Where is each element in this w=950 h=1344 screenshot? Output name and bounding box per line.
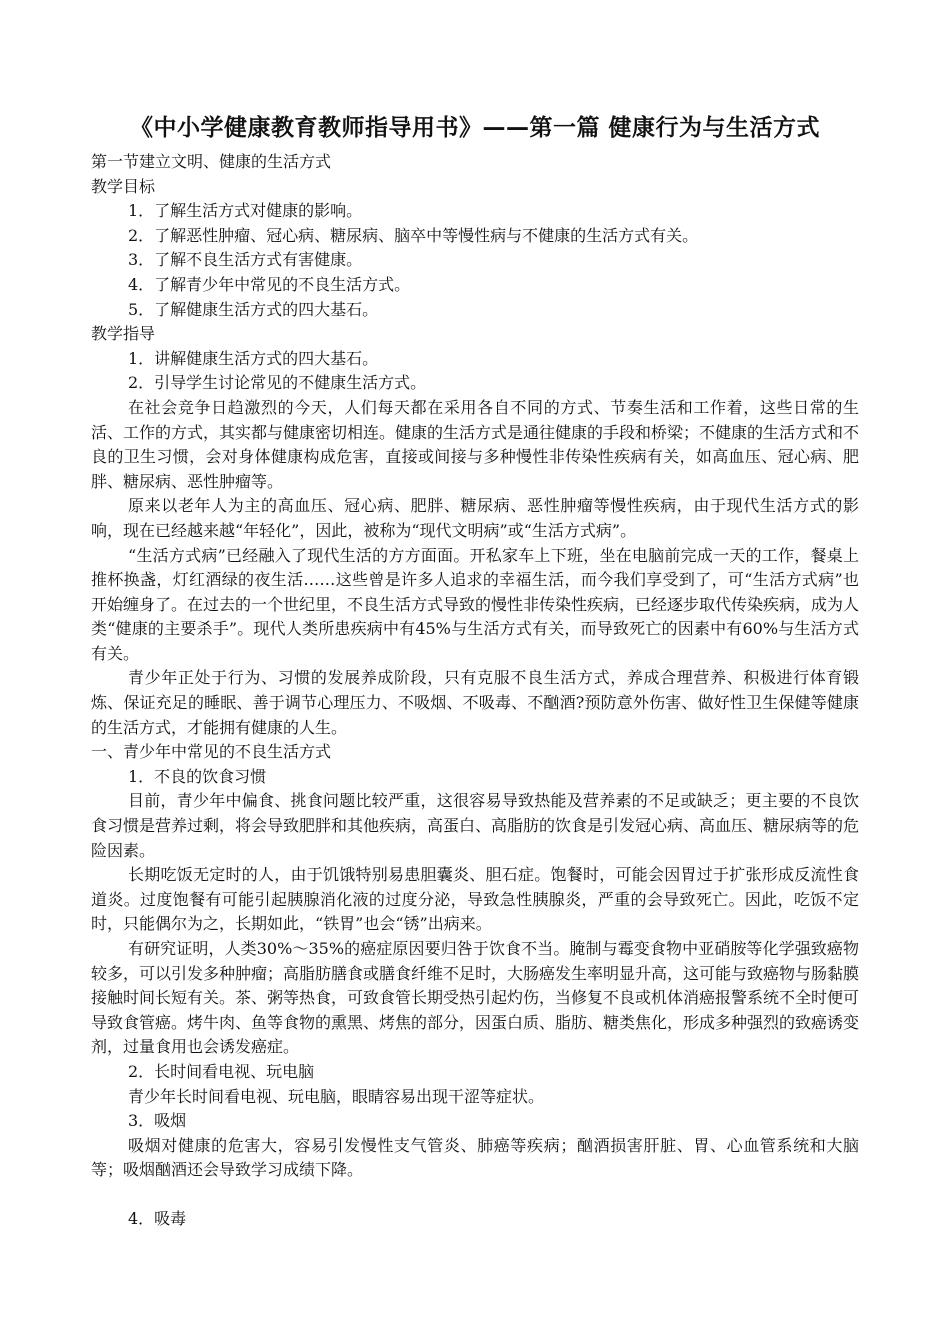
sub1-paragraph: 长期吃饭无定时的人，由于饥饿特别易患胆囊炎、胆石症。饱餐时，可能会因胃过于扩张形成反流性食道炎。过度饱餐有可能引起胰腺消化液的过度分泌，导致急性胰腺炎，严重的会导致死亡。因此，吃饭不定时，只能偶尔为之，长期如此，“铁胃”也会“锈”出病来。 (91, 865, 859, 934)
document-body (91, 150, 859, 1232)
sub1-paragraph: 目前，青少年中偏食、挑食问题比较严重，这很容易导致热能及营养素的不足或缺乏；更主要的不良饮食习惯是营养过剩，将会导致肥胖和其他疾病，高蛋白、高脂肪的饮食是引发冠心病、高血压、糖尿病等的危险因素。 (91, 791, 860, 860)
sub2-heading: 2．长时间看电视、玩电脑 (128, 1061, 315, 1081)
sub3-heading: 3．吸烟 (128, 1111, 187, 1131)
section-heading: 第一节建立文明、健康的生活方式 (91, 152, 332, 171)
objective-item: 2．了解恶性肿瘤、冠心病、糖尿病、脑卒中等慢性病与不健康的生活方式有关。 (128, 225, 699, 245)
guidance-heading: 教学指导 (91, 324, 156, 344)
intro-paragraph: 原来以老年人为主的高血压、冠心病、肥胖、糖尿病、恶性肿瘤等慢性疾病，由于现代生活方式的影响，现在已经越来越“年轻化”，因此，被称为“现代文明病”或“生活方式病”。 (91, 496, 859, 540)
objective-item: 5．了解健康生活方式的四大基石。 (128, 299, 379, 319)
sub3-paragraph: 吸烟对健康的危害大，容易引发慢性支气管炎、肺癌等疾病；酗酒损害肝脏、胃、心血管系统和大脑等；吸烟酗酒还会导致学习成绩下降。 (91, 1135, 859, 1180)
sub4-heading: 4．吸毒 (128, 1208, 187, 1228)
document-title: 《中小学健康教育教师指导用书》——第一篇 健康行为与生活方式 (129, 115, 820, 141)
guidance-item: 1．讲解健康生活方式的四大基石。 (128, 348, 379, 368)
guidance-item: 2．引导学生讨论常见的不健康生活方式。 (128, 373, 427, 393)
intro-paragraph: 在社会竞争日趋激烈的今天，人们每天都在采用各自不同的方式、节奏生活和工作着，这些日常的生活、工作的方式，其实都与健康密切相连。健康的生活方式是通往健康的手段和桥梁；不健康的生活方式和不良的卫生习惯，会对身体健康构成危害，直接或间接与多种慢性非传染性疾病有关，如高血压、冠心病、肥胖、糖尿病、恶性肿瘤等。 (91, 397, 860, 491)
objective-item: 3．了解不良生活方式有害健康。 (128, 250, 363, 270)
intro-paragraph: “生活方式病”已经融入了现代生活的方方面面。开私家车上下班，坐在电脑前完成一天的工作，餐桌上推杯换盏，灯红酒绿的夜生活……这些曾是许多人追求的幸福生活，而今我们享受到了，可“生活方式病”也开始缠身了。在过去的一个世纪里，不良生活方式导致的慢性非传染性疾病，已经逐步取代传染疾病，成为人类“健康的主要杀手”。现代人类所患疾病中有45%与生活方式有关，而导致死亡的因素中有60%与生活方式有关。 (91, 545, 860, 663)
objective-item: 1．了解生活方式对健康的影响。 (128, 201, 363, 221)
sub1-heading: 1．不良的饮食习惯 (128, 766, 267, 786)
sub2-paragraph: 青少年长时间看电视、玩电脑，眼睛容易出现干涩等症状。 (128, 1086, 545, 1106)
objective-item: 4．了解青少年中常见的不良生活方式。 (128, 274, 411, 294)
objectives-heading: 教学目标 (91, 176, 156, 196)
part1-heading: 一、青少年中常见的不良生活方式 (91, 742, 332, 762)
intro-paragraph: 青少年正处于行为、习惯的发展养成阶段，只有克服不良生活方式，养成合理营养、积极进行体育锻炼、保证充足的睡眠、善于调节心理压力、不吸烟、不吸毒、不酗酒?预防意外伤害、做好性卫生保健等健康的生活方式，才能拥有健康的人生。 (91, 668, 859, 737)
blank-line (91, 1183, 859, 1207)
sub1-paragraph: 有研究证明，人类30%～35%的癌症原因要归咎于饮食不当。腌制与霉变食物中亚硝胺等化学强致癌物较多，可以引发多种肿瘤；高脂肪膳食或膳食纤维不足时，大肠癌发生率明显升高，这可能与致癌物与肠黏膜接触时间长短有关。茶、粥等热食，可致食管长期受热引起灼伤，当修复不良或机体消癌报警系统不全时便可导致食管癌。烤牛肉、鱼等食物的熏黑、烤焦的部分，因蛋白质、脂肪、糖类焦化，形成多种强烈的致癌诱变剂，过量食用也会诱发癌症。 (91, 939, 860, 1057)
